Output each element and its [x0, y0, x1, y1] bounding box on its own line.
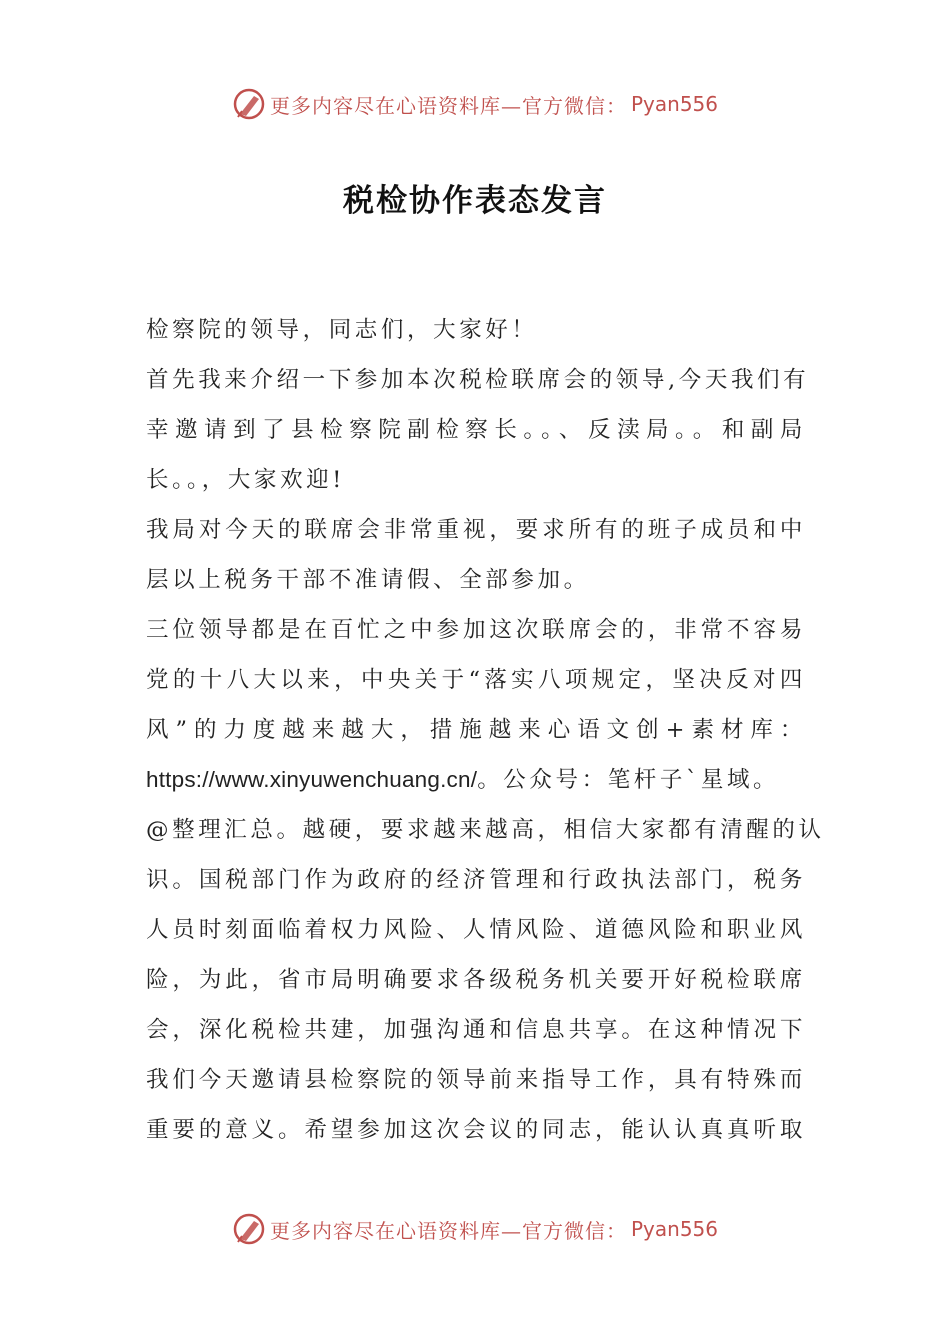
body-line: 风”的力度越来越大，措施越来心语文创+素材库： — [146, 717, 806, 743]
body-line: @整理汇总。越硬，要求越来越高，相信大家都有清醒的认 — [146, 817, 825, 843]
watermark-wechat-id: Pyan556 — [630, 1217, 718, 1241]
watermark-text: 更多内容尽在心语资料库—官方微信： — [269, 1218, 627, 1243]
body-line: 我局对今天的联席会非常重视，要求所有的班子成员和中 — [146, 517, 806, 543]
body-line: 党的十八大以来，中央关于“落实八项规定，坚决反对四 — [146, 667, 806, 693]
body-line: 识。国税部门作为政府的经济管理和行政执法部门，税务 — [146, 867, 806, 893]
body-line: 长。。，大家欢迎! — [146, 467, 345, 493]
body-line: 会，深化税检共建，加强沟通和信息共享。在这种情况下 — [146, 1017, 806, 1043]
body-line: 重要的意义。希望参加这次会议的同志，能认认真真听取 — [146, 1117, 806, 1143]
document-title: 税检协作表态发言 — [343, 183, 607, 219]
pen-nib-logo-icon — [232, 87, 266, 121]
source-url: https://www.xinyuwenchuang.cn/ — [146, 767, 478, 792]
header-watermark — [0, 84, 950, 124]
pen-nib-logo-icon — [232, 1212, 266, 1246]
body-line: 首先我来介绍一下参加本次税检联席会的领导,今天我们有 — [146, 367, 810, 393]
body-line: 人员时刻面临着权力风险、人情风险、道德风险和职业风 — [146, 917, 806, 943]
watermark-wechat-id: Pyan556 — [630, 92, 718, 116]
body-line: 幸邀请到了县检察院副检察长。。、反渎局。。和副局 — [146, 417, 806, 443]
body-line: 层以上税务干部不准请假、全部参加。 — [146, 567, 590, 593]
body-line: 三位领导都是在百忙之中参加这次联席会的，非常不容易 — [146, 617, 806, 643]
body-line-url — [146, 755, 806, 805]
watermark-text: 更多内容尽在心语资料库—官方微信： — [269, 93, 627, 118]
body-line-suffix: 。公众号：笔杆子`星域。 — [477, 767, 780, 793]
body-line: 我们今天邀请县检察院的领导前来指导工作，具有特殊而 — [146, 1067, 806, 1093]
document-body — [146, 305, 825, 1155]
body-line: 检察院的领导，同志们，大家好！ — [146, 317, 538, 343]
body-line: 险，为此，省市局明确要求各级税务机关要开好税检联席 — [146, 967, 806, 993]
footer-watermark — [0, 1209, 950, 1249]
